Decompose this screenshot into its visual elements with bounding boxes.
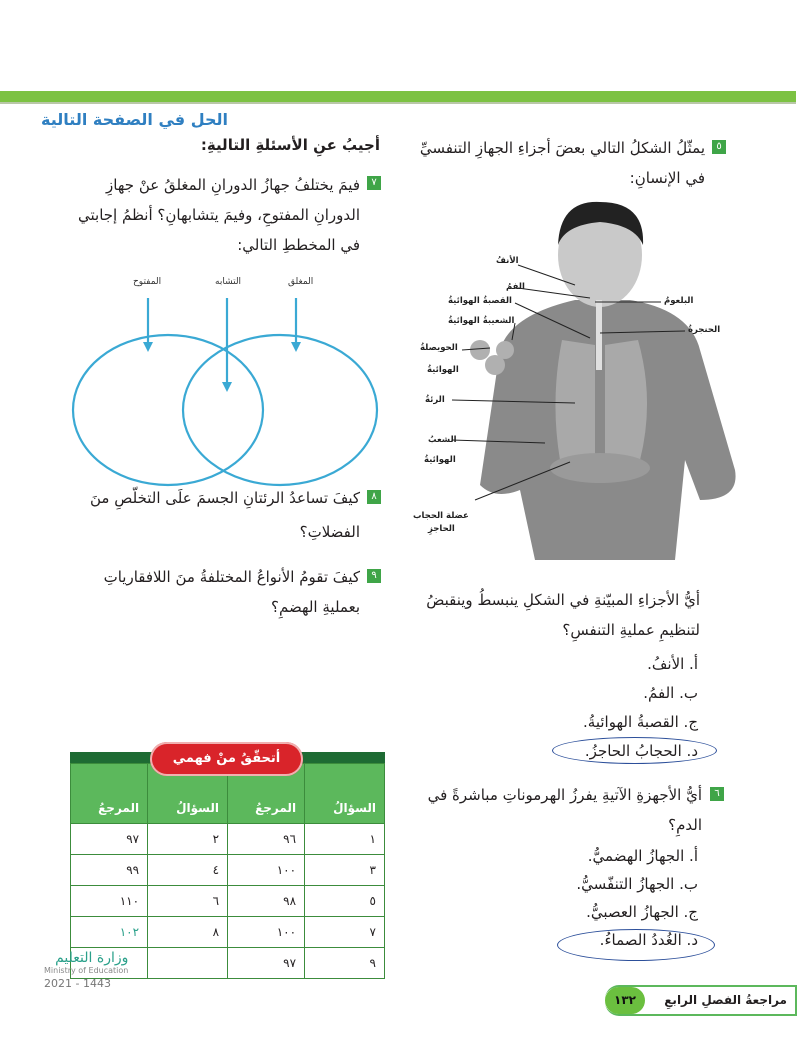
question-7-badge: ٧ (367, 176, 381, 190)
table-header: السؤالُ (305, 764, 385, 824)
question-6-badge: ٦ (710, 787, 724, 801)
q5-line: في الإنسانِ: (629, 169, 705, 187)
question-8-text (90, 483, 360, 547)
cell: ٨ (148, 917, 228, 948)
question-8-badge: ٨ (367, 490, 381, 504)
ministry-year: 2021 - 1443 (44, 977, 111, 990)
q9-line: كيفَ تقومُ الأنواعُ المختلفةُ منَ اللافقارياتِ (103, 568, 360, 586)
question-7-text (78, 170, 360, 260)
option-b[interactable]: ب. الفمُ. (643, 684, 698, 702)
cell: ١٠٢ (71, 917, 148, 948)
q8-line: كيفَ تساعدُ الرئتانِ الجسمَ علَى التخلّصِ منَ (90, 489, 360, 507)
cell: ٩٧ (228, 948, 305, 979)
cell: ٩٧ (71, 824, 148, 855)
option-c[interactable]: ج. الجهازُ العصبيُّ. (586, 903, 698, 921)
q9-line: بعمليةِ الهضمِ؟ (271, 598, 360, 616)
chapter-review-label: مراجعةُ الفصلِ الرابعِ (664, 993, 787, 1007)
q5b-line: لتنظيمِ عمليةِ التنفسِ؟ (562, 621, 700, 639)
q7-line: فيمَ يختلفُ جهازُ الدورانِ المغلقُ عنْ جهازِ (106, 176, 360, 194)
q8-line: الفضلاتِ؟ (299, 523, 360, 541)
table-header: السؤالُ (148, 764, 228, 824)
table-header: المرجعُ (71, 764, 148, 824)
label-larynx: الحنجرةُ (688, 325, 721, 335)
venn-circle-closed (183, 335, 377, 485)
cell: ١٠٠ (228, 917, 305, 948)
cell: ٣ (305, 855, 385, 886)
cell: ٦ (148, 886, 228, 917)
check-understanding-table (70, 763, 385, 979)
option-c[interactable]: ج. القصبةُ الهوائيةُ. (583, 713, 698, 731)
solution-note: الحل في الصفحة التالية (41, 110, 228, 129)
cell: ٩٨ (228, 886, 305, 917)
label-bronchi: الشعبُ (428, 435, 457, 445)
q5-line: يمثّلُ الشكلُ التالي بعضَ أجزاءِ الجهازِ التنفسيِّ (419, 139, 705, 157)
table-row (71, 917, 385, 948)
cell: ٩٩ (71, 855, 148, 886)
option-a[interactable]: أ. الجهازُ الهضميُّ. (587, 847, 698, 865)
option-b[interactable]: ب. الجهازُ التنفّسيُّ. (576, 875, 698, 893)
ministry-name-ar: وزارة التعليم (55, 950, 129, 966)
label-lung: الرئةُ (425, 395, 445, 405)
respiratory-system-figure (400, 200, 760, 560)
cell: ٥ (305, 886, 385, 917)
option-d-selected[interactable]: د. الغُددُ الصماءُ. (599, 931, 698, 949)
question-9-badge: ٩ (367, 569, 381, 583)
cell: ٢ (148, 824, 228, 855)
cell: ٤ (148, 855, 228, 886)
option-d-selected[interactable]: د. الحجابُ الحاجزُ. (584, 742, 698, 760)
ministry-logo (44, 950, 128, 990)
label-mouth: الفمُ (506, 282, 525, 292)
label-pharynx: البلعومُ (664, 296, 694, 306)
answer-circle (552, 737, 717, 764)
venn-label-open: المفتوح (133, 277, 162, 287)
question-6-text (428, 780, 702, 840)
label-alveolus-2: الهوائيةُ (427, 365, 459, 375)
q5b-line: أيُّ الأجزاءِ المبيّنةِ في الشكلِ ينبسطُ وينقبضُ (426, 591, 700, 609)
question-5-text (420, 133, 705, 193)
venn-diagram (60, 290, 390, 490)
label-nose: الأنفُ (496, 256, 519, 266)
cell: ١ (305, 824, 385, 855)
table-row (71, 855, 385, 886)
label-trachea: القصبةُ الهوائيةُ (448, 296, 512, 306)
cell (148, 948, 228, 979)
label-diaphragm-2: الحاجزِ (428, 524, 455, 534)
ministry-name-en: Ministry of Education (44, 966, 129, 975)
question-5b-text (426, 585, 700, 645)
cell: ٩٦ (228, 824, 305, 855)
label-alveolus: الحويصلةُ (420, 343, 458, 353)
venn-label-similar: التشابه (215, 277, 242, 287)
q7-line: الدورانِ المفتوحِ، وفيمَ يتشابهانِ؟ أنظمُ إجابتي (78, 206, 360, 224)
venn-circle-open (73, 335, 263, 485)
label-diaphragm: عضلة الحجاب (413, 511, 469, 521)
answer-circle (557, 929, 715, 961)
question-9-text (104, 562, 360, 622)
cell: ٩ (305, 948, 385, 979)
table-row (71, 886, 385, 917)
page-footer (605, 985, 797, 1016)
page-number: ١٣٢ (605, 987, 645, 1014)
table-row (71, 824, 385, 855)
cell: ٧ (305, 917, 385, 948)
cell: ١١٠ (71, 886, 148, 917)
venn-label-closed: المغلق (288, 277, 314, 287)
top-green-bar (0, 91, 796, 104)
question-5-badge: ٥ (712, 140, 726, 154)
check-understanding-title: أتحقّقُ منْ فهمي (150, 742, 303, 776)
cell: ١٠٠ (228, 855, 305, 886)
label-bronchiole: الشعيبةُ الهوائيةُ (448, 316, 515, 326)
table-header: المرجعُ (228, 764, 305, 824)
instruction-heading: أجيبُ عنِ الأسئلةِ التاليةِ: (200, 136, 380, 154)
q6-line: أيُّ الأجهزةِ الآتيةِ يفرزُ الهرموناتِ مباشرةً في (427, 786, 702, 804)
option-a[interactable]: أ. الأنفُ. (647, 655, 698, 673)
label-bronchi-2: الهوائيةُ (424, 455, 456, 465)
q6-line: الدمِ؟ (668, 816, 702, 834)
q7-line: في المخططِ التالي: (237, 236, 360, 254)
